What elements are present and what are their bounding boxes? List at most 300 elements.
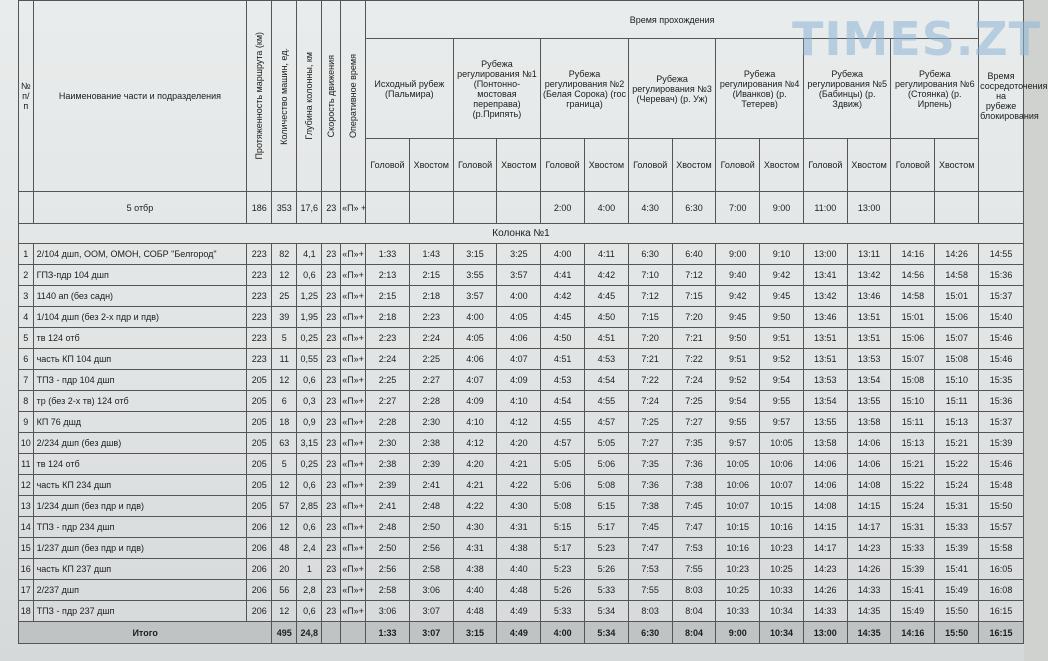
row-time: 5:33 <box>585 580 629 601</box>
row-depth: 1 <box>297 559 322 580</box>
row-time: 9:50 <box>760 307 804 328</box>
summary-count: 353 <box>272 192 297 224</box>
row-time: 4:22 <box>453 496 497 517</box>
line-header-2: Рубежа регулирования №2 (Белая Сорока) (гос граница) <box>541 39 629 139</box>
row-time: 7:20 <box>628 328 672 349</box>
row-speed: 23 <box>322 391 341 412</box>
row-depth: 3,15 <box>297 433 322 454</box>
row-num: 14 <box>19 517 34 538</box>
row-signal: «П»+ <box>341 307 366 328</box>
total-row <box>19 622 1024 644</box>
row-time: 4:12 <box>453 433 497 454</box>
row-time: 13:46 <box>847 286 891 307</box>
row-name: часть КП 234 дшп <box>33 475 247 496</box>
row-time: 13:53 <box>847 349 891 370</box>
row-num: 18 <box>19 601 34 622</box>
row-time: 15:22 <box>935 454 979 475</box>
row-length: 223 <box>247 307 272 328</box>
row-name: тв 124 отб <box>33 454 247 475</box>
row-time: 4:57 <box>541 433 585 454</box>
colonka-row <box>19 224 1024 244</box>
row-time: 7:45 <box>628 517 672 538</box>
row-depth: 1,95 <box>297 307 322 328</box>
row-count: 39 <box>272 307 297 328</box>
row-time: 4:45 <box>541 307 585 328</box>
row-time: 9:55 <box>760 391 804 412</box>
summary-time: 4:30 <box>628 192 672 224</box>
row-time: 15:11 <box>891 412 935 433</box>
times-zt-watermark: TIMES.ZT <box>792 12 1042 66</box>
summary-depth: 17,6 <box>297 192 322 224</box>
row-time: 7:27 <box>628 433 672 454</box>
row-time: 15:33 <box>891 538 935 559</box>
summary-time <box>409 192 453 224</box>
row-time: 4:22 <box>497 475 541 496</box>
summary-speed: 23 <box>322 192 341 224</box>
row-time: 5:17 <box>541 538 585 559</box>
row-time: 4:20 <box>453 454 497 475</box>
row-time: 14:06 <box>803 454 847 475</box>
row-length: 205 <box>247 370 272 391</box>
row-block: 15:46 <box>979 454 1024 475</box>
row-speed: 23 <box>322 433 341 454</box>
row-num: 1 <box>19 244 34 265</box>
row-signal: «П»+ <box>341 349 366 370</box>
row-speed: 23 <box>322 475 341 496</box>
row-time: 4:38 <box>497 538 541 559</box>
row-time: 9:00 <box>716 244 760 265</box>
row-time: 2:30 <box>366 433 410 454</box>
row-time: 7:15 <box>672 286 716 307</box>
row-time: 4:42 <box>585 265 629 286</box>
table-row <box>19 265 1024 286</box>
row-time: 14:16 <box>891 244 935 265</box>
col-speed-label: Скорость движения <box>326 54 337 138</box>
row-time: 10:06 <box>716 475 760 496</box>
row-name: КП 76 дшд <box>33 412 247 433</box>
summary-length: 186 <box>247 192 272 224</box>
head-header: Головой <box>628 139 672 192</box>
row-time: 7:38 <box>672 475 716 496</box>
row-num: 10 <box>19 433 34 454</box>
row-time: 15:01 <box>935 286 979 307</box>
col-signal-label: Оперативное время <box>348 54 359 138</box>
row-num: 16 <box>19 559 34 580</box>
row-time: 2:13 <box>366 265 410 286</box>
row-name: 2/234 дшп (без дшв) <box>33 433 247 454</box>
row-time: 9:54 <box>716 391 760 412</box>
row-time: 8:03 <box>672 580 716 601</box>
table-row <box>19 286 1024 307</box>
table-row <box>19 412 1024 433</box>
row-time: 7:55 <box>628 580 672 601</box>
row-block: 14:55 <box>979 244 1024 265</box>
row-time: 14:15 <box>803 517 847 538</box>
row-time: 4:31 <box>497 517 541 538</box>
col-length-header <box>247 1 272 192</box>
summary-name: 5 отбр <box>33 192 247 224</box>
row-time: 13:55 <box>847 391 891 412</box>
row-time: 15:31 <box>891 517 935 538</box>
total-time: 10:34 <box>760 622 804 644</box>
row-name: 2/237 дшп <box>33 580 247 601</box>
row-time: 2:48 <box>366 517 410 538</box>
summary-time: 7:00 <box>716 192 760 224</box>
row-time: 10:34 <box>760 601 804 622</box>
col-num-header: № п/п <box>19 1 34 192</box>
row-speed: 23 <box>322 370 341 391</box>
row-time: 3:06 <box>409 580 453 601</box>
row-time: 7:53 <box>672 538 716 559</box>
row-signal: «П»+ <box>341 559 366 580</box>
total-block: 16:15 <box>979 622 1024 644</box>
row-name: ТПЗ - пдр 234 дшп <box>33 517 247 538</box>
row-time: 13:00 <box>803 244 847 265</box>
total-label: Итого <box>19 622 272 644</box>
row-depth: 0,6 <box>297 517 322 538</box>
row-time: 15:24 <box>935 475 979 496</box>
row-time: 7:38 <box>628 496 672 517</box>
row-time: 10:23 <box>760 538 804 559</box>
row-speed: 23 <box>322 580 341 601</box>
row-num: 17 <box>19 580 34 601</box>
row-time: 5:26 <box>541 580 585 601</box>
row-time: 4:20 <box>497 433 541 454</box>
row-count: 12 <box>272 601 297 622</box>
row-num: 3 <box>19 286 34 307</box>
summary-row <box>19 192 1024 224</box>
row-length: 206 <box>247 538 272 559</box>
row-block: 15:48 <box>979 475 1024 496</box>
row-num: 12 <box>19 475 34 496</box>
row-block: 16:15 <box>979 601 1024 622</box>
table-row <box>19 601 1024 622</box>
row-time: 9:57 <box>716 433 760 454</box>
line-header-4: Рубежа регулирования №4 (Иванков) (р. Тетерев) <box>716 39 804 139</box>
row-time: 5:34 <box>585 601 629 622</box>
tail-header: Хвостом <box>847 139 891 192</box>
row-time: 2:38 <box>409 433 453 454</box>
row-name: 2/104 дшп, ООМ, ОМОН, СОБР "Белгород" <box>33 244 247 265</box>
total-speed <box>322 622 341 644</box>
summary-time: 2:00 <box>541 192 585 224</box>
row-time: 9:42 <box>760 265 804 286</box>
row-speed: 23 <box>322 307 341 328</box>
row-time: 6:40 <box>672 244 716 265</box>
row-time: 5:06 <box>541 475 585 496</box>
row-time: 15:10 <box>935 370 979 391</box>
table-row <box>19 391 1024 412</box>
row-time: 4:06 <box>453 349 497 370</box>
row-time: 13:54 <box>803 391 847 412</box>
row-time: 7:15 <box>628 307 672 328</box>
row-time: 2:27 <box>409 370 453 391</box>
row-time: 13:11 <box>847 244 891 265</box>
row-time: 14:58 <box>891 286 935 307</box>
row-time: 8:03 <box>628 601 672 622</box>
row-time: 15:24 <box>891 496 935 517</box>
row-time: 7:47 <box>628 538 672 559</box>
row-time: 1:43 <box>409 244 453 265</box>
summary-time: 6:30 <box>672 192 716 224</box>
row-name: часть КП 237 дшп <box>33 559 247 580</box>
total-time: 6:30 <box>628 622 672 644</box>
row-time: 9:51 <box>760 328 804 349</box>
row-time: 1:33 <box>366 244 410 265</box>
row-block: 15:37 <box>979 412 1024 433</box>
row-time: 15:11 <box>935 391 979 412</box>
row-time: 10:33 <box>760 580 804 601</box>
row-time: 7:22 <box>672 349 716 370</box>
row-time: 7:24 <box>628 391 672 412</box>
row-time: 2:23 <box>366 328 410 349</box>
head-header: Головой <box>716 139 760 192</box>
row-time: 4:55 <box>585 391 629 412</box>
head-header: Головой <box>891 139 935 192</box>
row-signal: «П»+ <box>341 580 366 601</box>
row-time: 3:07 <box>409 601 453 622</box>
row-time: 4:54 <box>585 370 629 391</box>
row-name: тв 124 отб <box>33 328 247 349</box>
row-count: 18 <box>272 412 297 433</box>
row-time: 9:50 <box>716 328 760 349</box>
row-time: 10:23 <box>716 559 760 580</box>
total-count: 495 <box>272 622 297 644</box>
row-time: 2:41 <box>409 475 453 496</box>
row-block: 15:39 <box>979 433 1024 454</box>
summary-time <box>497 192 541 224</box>
row-depth: 0,6 <box>297 475 322 496</box>
row-time: 7:25 <box>628 412 672 433</box>
row-time: 15:21 <box>891 454 935 475</box>
row-depth: 0,25 <box>297 328 322 349</box>
row-block: 15:58 <box>979 538 1024 559</box>
row-time: 2:28 <box>366 412 410 433</box>
row-signal: «П»+ <box>341 265 366 286</box>
row-time: 14:06 <box>847 433 891 454</box>
row-time: 13:51 <box>847 307 891 328</box>
row-time: 2:28 <box>409 391 453 412</box>
col-speed-header <box>322 1 341 192</box>
row-time: 15:39 <box>935 538 979 559</box>
total-time: 3:07 <box>409 622 453 644</box>
row-time: 15:06 <box>935 307 979 328</box>
row-signal: «П»+ <box>341 517 366 538</box>
row-block: 16:05 <box>979 559 1024 580</box>
row-time: 15:08 <box>935 349 979 370</box>
row-time: 7:36 <box>672 454 716 475</box>
table-row <box>19 517 1024 538</box>
row-length: 206 <box>247 580 272 601</box>
total-time: 1:33 <box>366 622 410 644</box>
row-time: 2:27 <box>366 391 410 412</box>
summary-time <box>453 192 497 224</box>
row-block: 15:35 <box>979 370 1024 391</box>
summary-signal: «П» + <box>341 192 366 224</box>
table-row <box>19 559 1024 580</box>
row-time: 13:42 <box>847 265 891 286</box>
row-time: 2:15 <box>366 286 410 307</box>
row-time: 4:54 <box>541 391 585 412</box>
row-time: 13:58 <box>847 412 891 433</box>
row-time: 4:12 <box>497 412 541 433</box>
row-count: 12 <box>272 517 297 538</box>
row-length: 206 <box>247 601 272 622</box>
row-time: 10:06 <box>760 454 804 475</box>
row-time: 4:09 <box>497 370 541 391</box>
row-speed: 23 <box>322 601 341 622</box>
row-depth: 2,85 <box>297 496 322 517</box>
row-name: ТПЗ - пдр 104 дшп <box>33 370 247 391</box>
row-time: 4:21 <box>497 454 541 475</box>
row-time: 13:41 <box>803 265 847 286</box>
row-time: 10:16 <box>716 538 760 559</box>
row-time: 15:50 <box>935 601 979 622</box>
row-time: 4:38 <box>453 559 497 580</box>
row-time: 4:07 <box>453 370 497 391</box>
row-time: 10:25 <box>716 580 760 601</box>
row-time: 7:27 <box>672 412 716 433</box>
row-time: 15:41 <box>891 580 935 601</box>
line-header-6: Рубежа регулирования №6 (Стоянка) (р. Ирпень) <box>891 39 979 139</box>
row-num: 13 <box>19 496 34 517</box>
row-name: ГПЗ-пдр 104 дшп <box>33 265 247 286</box>
row-num: 2 <box>19 265 34 286</box>
row-time: 3:55 <box>453 265 497 286</box>
row-num: 5 <box>19 328 34 349</box>
row-time: 5:26 <box>585 559 629 580</box>
row-time: 4:30 <box>497 496 541 517</box>
row-count: 56 <box>272 580 297 601</box>
summary-block <box>979 192 1024 224</box>
row-time: 3:15 <box>453 244 497 265</box>
row-signal: «П»+ <box>341 454 366 475</box>
row-count: 48 <box>272 538 297 559</box>
table-row <box>19 454 1024 475</box>
row-time: 15:06 <box>891 328 935 349</box>
row-time: 4:51 <box>585 328 629 349</box>
row-time: 2:24 <box>409 328 453 349</box>
row-count: 12 <box>272 370 297 391</box>
row-length: 223 <box>247 265 272 286</box>
row-time: 4:09 <box>453 391 497 412</box>
row-signal: «П»+ <box>341 601 366 622</box>
head-header: Головой <box>541 139 585 192</box>
row-time: 15:10 <box>891 391 935 412</box>
row-block: 15:46 <box>979 349 1024 370</box>
row-count: 63 <box>272 433 297 454</box>
row-time: 10:05 <box>716 454 760 475</box>
row-count: 12 <box>272 265 297 286</box>
row-time: 14:08 <box>803 496 847 517</box>
row-signal: «П»+ <box>341 496 366 517</box>
row-time: 4:49 <box>497 601 541 622</box>
row-time: 2:18 <box>366 307 410 328</box>
table-row <box>19 433 1024 454</box>
row-time: 14:08 <box>847 475 891 496</box>
col-depth-label: Глубина колонны, км <box>304 52 315 140</box>
row-time: 14:06 <box>803 475 847 496</box>
row-time: 13:58 <box>803 433 847 454</box>
tail-header: Хвостом <box>935 139 979 192</box>
row-time: 10:07 <box>716 496 760 517</box>
row-block: 16:08 <box>979 580 1024 601</box>
row-time: 4:05 <box>453 328 497 349</box>
row-time: 5:15 <box>585 496 629 517</box>
total-time: 5:34 <box>585 622 629 644</box>
tail-header: Хвостом <box>497 139 541 192</box>
row-time: 4:40 <box>497 559 541 580</box>
row-time: 5:06 <box>585 454 629 475</box>
total-time: 4:49 <box>497 622 541 644</box>
table-row <box>19 349 1024 370</box>
row-time: 4:50 <box>541 328 585 349</box>
row-time: 14:26 <box>935 244 979 265</box>
row-block: 15:37 <box>979 286 1024 307</box>
row-time: 14:26 <box>847 559 891 580</box>
row-time: 14:33 <box>847 580 891 601</box>
row-length: 205 <box>247 433 272 454</box>
row-count: 5 <box>272 454 297 475</box>
row-depth: 0,3 <box>297 391 322 412</box>
table-row <box>19 244 1024 265</box>
head-header: Головой <box>803 139 847 192</box>
row-time: 3:57 <box>497 265 541 286</box>
total-time: 4:00 <box>541 622 585 644</box>
row-time: 13:54 <box>847 370 891 391</box>
row-time: 4:45 <box>585 286 629 307</box>
summary-time <box>935 192 979 224</box>
row-time: 9:42 <box>716 286 760 307</box>
row-name: часть КП 104 дшп <box>33 349 247 370</box>
row-time: 2:50 <box>409 517 453 538</box>
row-name: 1/237 дшп (без пдр и пдв) <box>33 538 247 559</box>
row-speed: 23 <box>322 286 341 307</box>
row-time: 10:07 <box>760 475 804 496</box>
table-row <box>19 328 1024 349</box>
row-time: 2:38 <box>366 454 410 475</box>
row-time: 4:07 <box>497 349 541 370</box>
row-time: 7:55 <box>672 559 716 580</box>
tail-header: Хвостом <box>760 139 804 192</box>
row-time: 2:56 <box>409 538 453 559</box>
row-time: 7:47 <box>672 517 716 538</box>
row-speed: 23 <box>322 559 341 580</box>
line-header-3: Рубежа регулирования №3 (Черевач) (р. Уж) <box>628 39 716 139</box>
row-speed: 23 <box>322 328 341 349</box>
row-time: 5:17 <box>585 517 629 538</box>
row-length: 223 <box>247 286 272 307</box>
row-time: 13:55 <box>803 412 847 433</box>
row-speed: 23 <box>322 496 341 517</box>
row-time: 3:57 <box>453 286 497 307</box>
row-depth: 2,8 <box>297 580 322 601</box>
row-name: 1140 ап (без садн) <box>33 286 247 307</box>
tail-header: Хвостом <box>585 139 629 192</box>
row-signal: «П»+ <box>341 328 366 349</box>
row-block: 15:36 <box>979 391 1024 412</box>
row-time: 2:58 <box>409 559 453 580</box>
row-time: 14:26 <box>803 580 847 601</box>
col-count-label: Количество машин, ед. <box>279 47 290 145</box>
row-time: 4:50 <box>585 307 629 328</box>
row-speed: 23 <box>322 349 341 370</box>
row-time: 4:57 <box>585 412 629 433</box>
row-time: 7:10 <box>628 265 672 286</box>
row-depth: 1,25 <box>297 286 322 307</box>
row-time: 15:22 <box>891 475 935 496</box>
row-time: 14:06 <box>847 454 891 475</box>
